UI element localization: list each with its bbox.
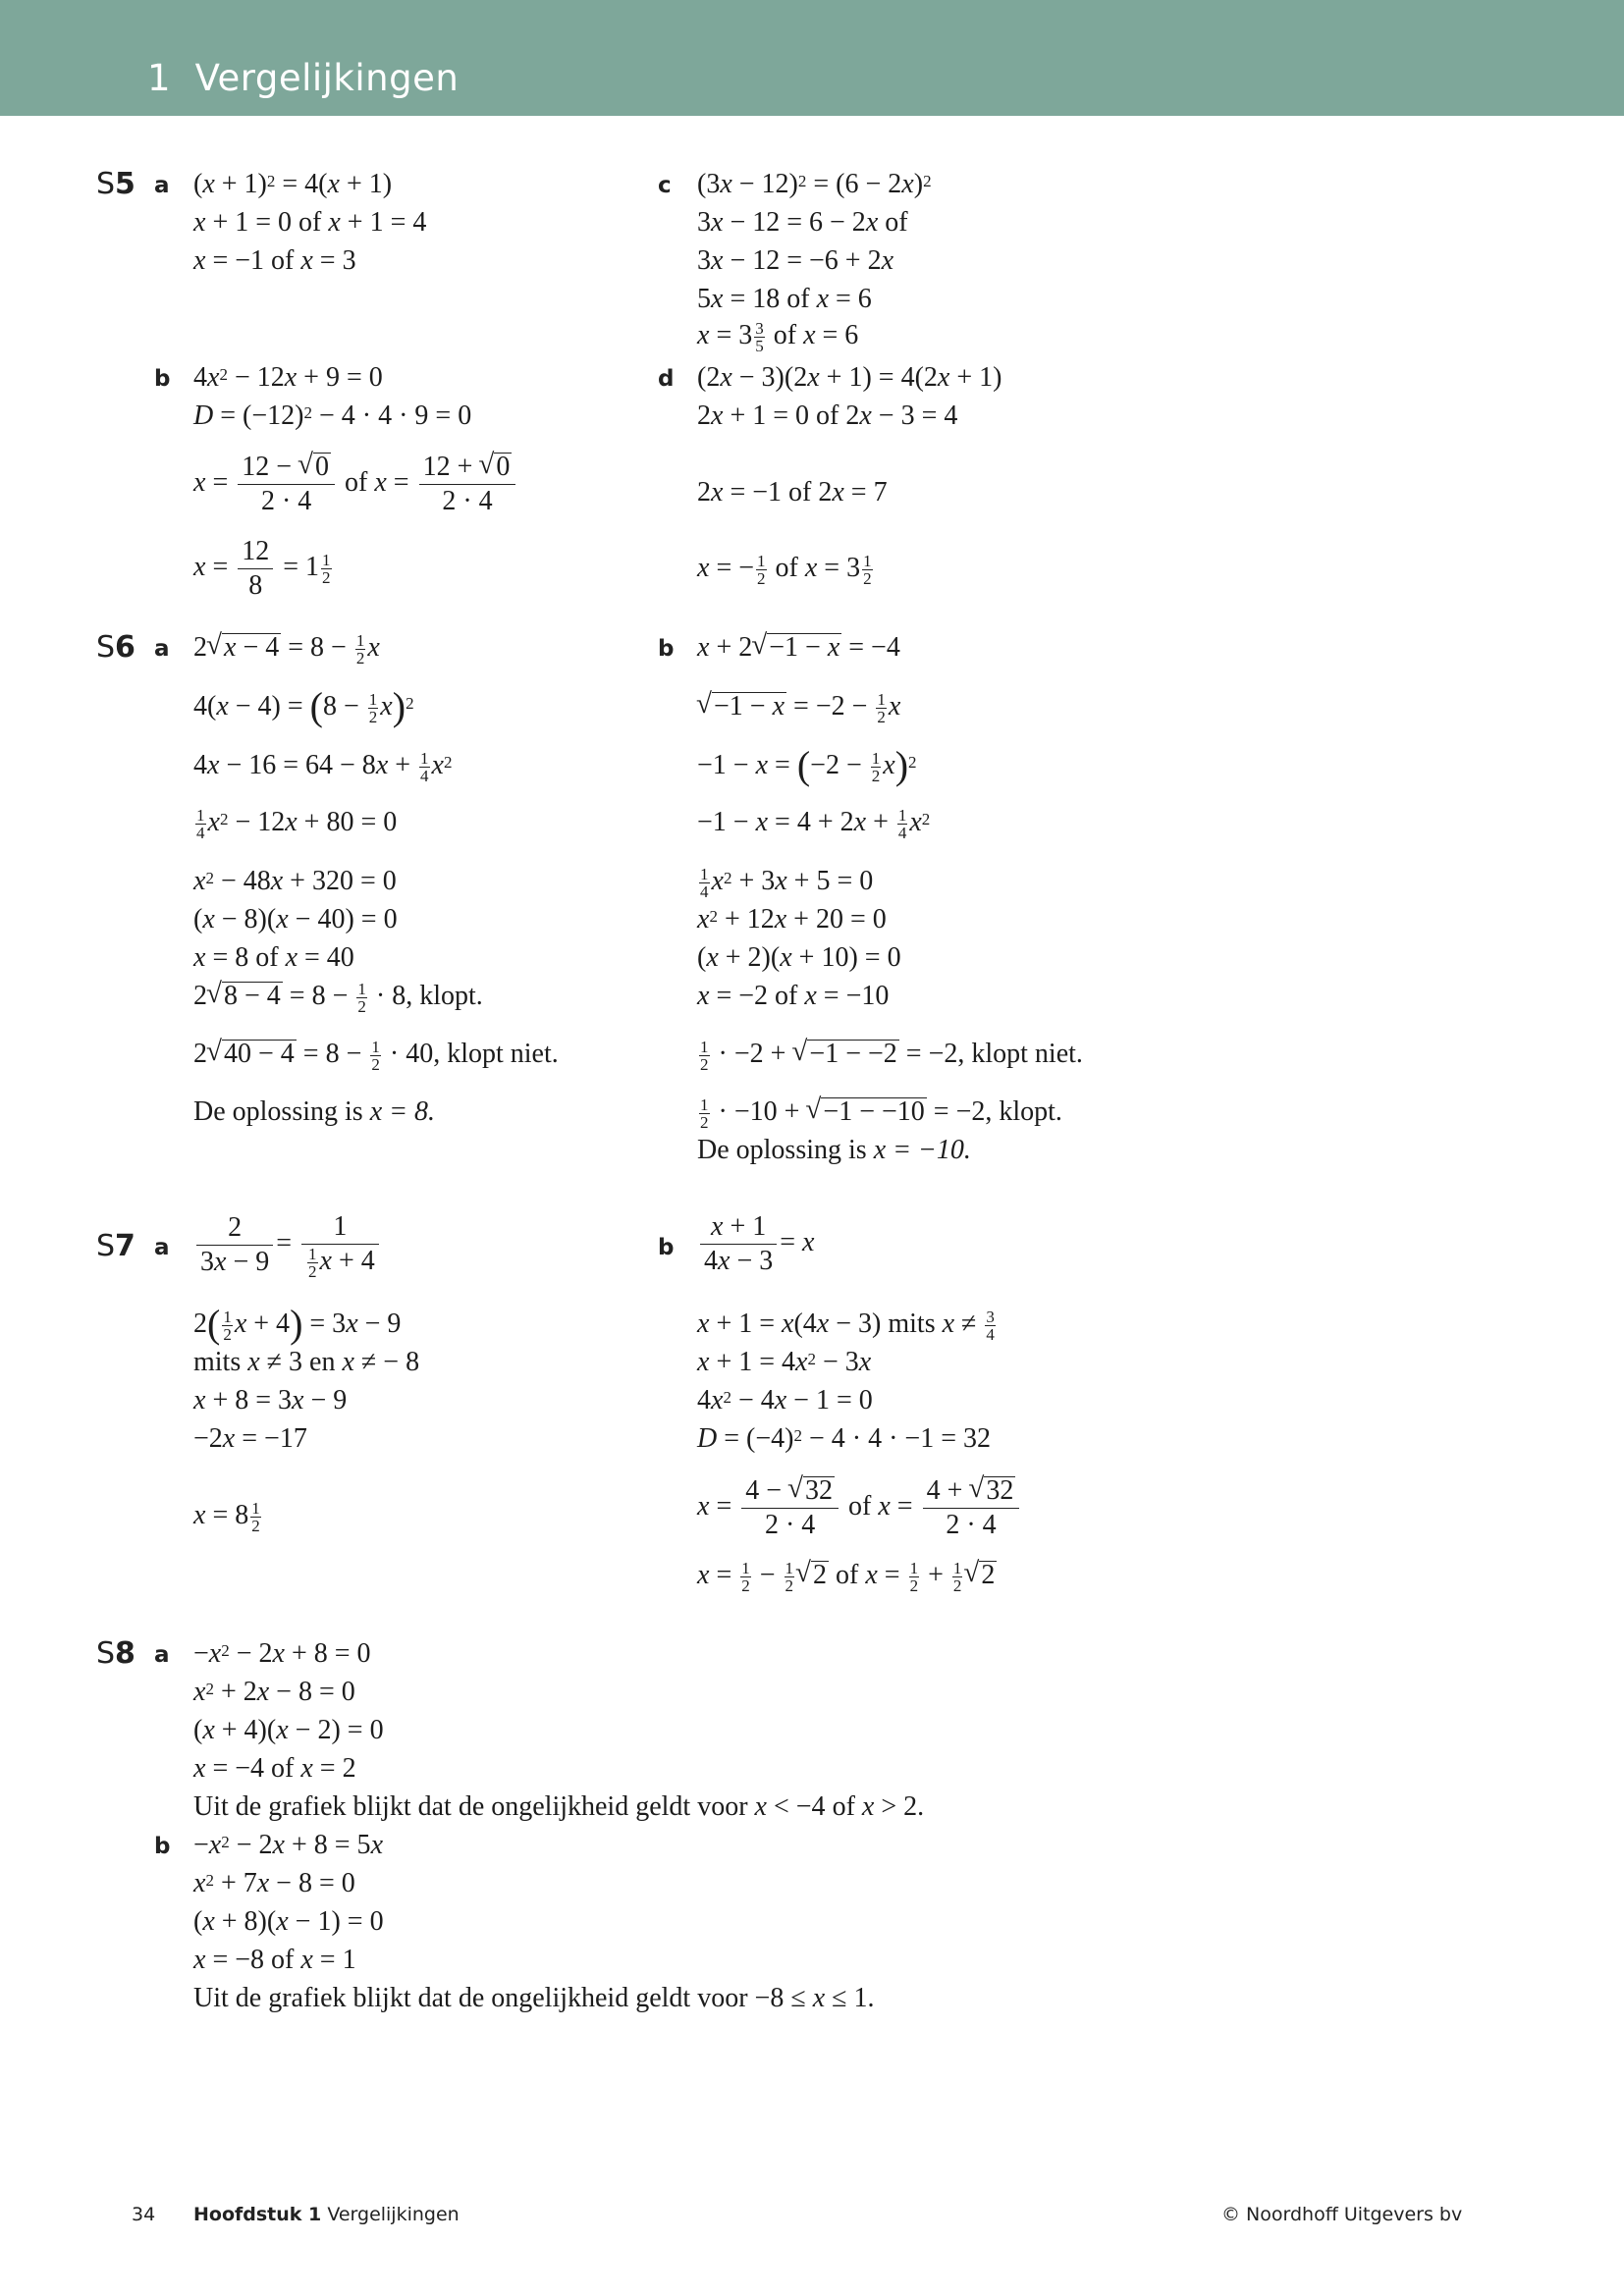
s8b-line-3: (x + 8)(x − 1) = 0 xyxy=(193,1906,384,1937)
exercise-label-s5: S5 xyxy=(96,167,135,201)
s5d-line-2: 2x + 1 = 0 of 2x − 3 = 4 xyxy=(697,400,958,431)
s7a-line-3: mits x ≠ 3 en x ≠ − 8 xyxy=(193,1347,420,1377)
s6a-line-4: $\frac{1}{4}$ $x^2 - 12x + 80 = 0$ xyxy=(196,806,398,843)
s5b-line-3: x = $\frac{12 - √ 0}{2 \cdot 4}$ of x = $\frac{12 + √ 0}{2 \cdot 4}$ xyxy=(193,451,518,518)
s7b-line-4: $4x^2 - 4x - 1 = 0$ xyxy=(697,1385,873,1415)
footer-chapter xyxy=(193,2204,460,2225)
s6a-line-7: x = 8 of x = 40 xyxy=(193,942,354,973)
s5c-line-1: $(3x - 12)^2 = (6 - 2x)^2$ xyxy=(697,169,932,199)
copyright: © Noordhoff Uitgevers bv xyxy=(1221,2204,1463,2225)
s6b-line-4: −1 − x = 4 + 2x + $\frac{1}{4}$ $x^2$ xyxy=(697,806,931,843)
s8b-line-4: x = −8 of x = 1 xyxy=(193,1945,356,1975)
part-label-s6b: b xyxy=(658,636,675,662)
part-label-s8a: a xyxy=(154,1642,170,1668)
s6b-line-2: √ −1 − x = −2 − $\frac{1}{2}$ x xyxy=(697,691,900,725)
part-label-s5d: d xyxy=(658,366,675,392)
part-label-s8b: b xyxy=(154,1834,171,1859)
s5a-line-3: x = −1 of x = 3 xyxy=(193,245,356,276)
s5c-line-3: 3x − 12 = −6 + 2x xyxy=(697,245,894,276)
s8a-line-1: $-x^2 - 2x + 8 = 0$ xyxy=(193,1638,371,1669)
s6a-line-3: 4x − 16 = 64 − 8x + $\frac{1}{4}$ $x^2$ xyxy=(193,749,453,786)
s6b-line-1: x + 2√ −1 − x = −4 xyxy=(697,632,900,664)
s7a-line-5: −2x = −17 xyxy=(193,1423,307,1454)
exercise-label-s7: S7 xyxy=(96,1229,135,1263)
s6a-line-6: (x − 8)(x − 40) = 0 xyxy=(193,904,398,934)
s7b-line-6: x = $\frac{4 - √ 32}{2 \cdot 4}$ of x = $\frac{4 + √ 32}{2 \cdot 4}$ xyxy=(697,1474,1022,1542)
part-label-s5c: c xyxy=(658,173,672,198)
s5b-line-2: $D = (-12)^2 - 4 \cdot 4 \cdot 9 = 0$ xyxy=(193,400,472,431)
s6b-conclusion: De oplossing is x = −10. xyxy=(697,1135,971,1165)
s6a-line-1: 2√ x − 4 = 8 − $\frac{1}{2}$ x xyxy=(193,632,380,667)
s7b-line-7: x = $\frac{1}{2}$ − $\frac{1}{2}$ √ 2 of x = $\frac{1}{2}$ + $\frac{1}{2}$ √ 2 xyxy=(697,1560,997,1594)
s6b-line-7: (x + 2)(x + 10) = 0 xyxy=(697,942,901,973)
s5c-line-4: 5x = 18 of x = 6 xyxy=(697,284,872,314)
s6a-conclusion: De oplossing is x = 8. xyxy=(193,1096,436,1127)
part-label-s5b: b xyxy=(154,366,171,392)
s5a-line-1: $(x + 1)^2 = 4(x + 1)$ xyxy=(193,169,393,199)
s5c-line-5: x = 3 $\frac{3}{5}$ of x = 6 xyxy=(697,319,859,356)
s6b-line-5: $\frac{1}{4}$ $x^2 + 3x + 5 = 0$ xyxy=(700,865,874,902)
s8b-line-2: $x^2 + 7x - 8 = 0$ xyxy=(193,1868,355,1898)
s7a-line-6: x = 8 $\frac{1}{2}$ xyxy=(193,1499,260,1536)
s7b-line-3: $x + 1 = 4x^2 - 3x$ xyxy=(697,1347,872,1377)
s6b-line-6: $x^2 + 12x + 20 = 0$ xyxy=(697,904,887,934)
s8a-line-4: x = −4 of x = 2 xyxy=(193,1753,356,1784)
s7a-line-4: x + 8 = 3x − 9 xyxy=(193,1385,348,1415)
s5d-line-1: (2x − 3)(2x + 1) = 4(2x + 1) xyxy=(697,362,1002,393)
part-label-s6a: a xyxy=(154,636,170,662)
s8a-line-3: (x + 4)(x − 2) = 0 xyxy=(193,1715,384,1745)
s6a-line-2: 4(x − 4) = (8 − $\frac{1}{2}$ x)$^2$ xyxy=(193,684,414,728)
s6a-line-5: $x^2 - 48x + 320 = 0$ xyxy=(193,866,397,896)
chapter-title-text: Vergelijkingen xyxy=(194,57,460,99)
s7b-line-1: $\frac{x + 1}{4x - 3}$ = x xyxy=(697,1210,814,1278)
s5c-line-2: 3x − 12 = 6 − 2x of xyxy=(697,207,908,238)
exercise-label-s6: S6 xyxy=(96,630,135,665)
footer-chapter-label: Hoofdstuk 1 xyxy=(193,2204,322,2225)
s5a-line-2: x + 1 = 0 of x + 1 = 4 xyxy=(193,207,427,238)
page-number: 34 xyxy=(132,2204,156,2225)
s5d-line-3: 2x = −1 of 2x = 7 xyxy=(697,477,888,507)
s7a-line-2: 2( $\frac{1}{2}$ x + 4) = 3x − 9 xyxy=(193,1302,402,1346)
s6b-line-8: x = −2 of x = −10 xyxy=(697,981,890,1011)
s7b-line-2: x + 1 = x(4x − 3) mits x ≠ $\frac{3}{4}$ xyxy=(697,1308,995,1345)
s8b-conclusion: Uit de grafiek blijkt dat de ongelijkheid geldt voor −8 ≤ x ≤ 1. xyxy=(193,1983,875,2013)
s8b-line-1: $-x^2 - 2x + 8 = 5x$ xyxy=(193,1830,383,1860)
s6b-line-10: $\frac{1}{2}$ · −10 + √ −1 − −10 = −2, klopt. xyxy=(697,1096,1062,1131)
s6b-line-3: −1 − x = (−2 − $\frac{1}{2}$ x)$^2$ xyxy=(697,743,917,787)
s7a-line-1: $\frac{2}{3x - 9}$ = 1 $\frac{1}{2}$ x + 4 xyxy=(193,1210,382,1280)
part-label-s7a: a xyxy=(154,1235,170,1260)
chapter-title xyxy=(147,57,459,99)
s8a-conclusion: Uit de grafiek blijkt dat de ongelijkheid geldt voor x < −4 of x > 2. xyxy=(193,1791,925,1822)
chapter-header-bar xyxy=(0,0,1624,116)
s5d-line-4: x = − $\frac{1}{2}$ of x = 3 $\frac{1}{2}$ xyxy=(697,552,872,589)
part-label-s7b: b xyxy=(658,1235,675,1260)
footer-chapter-name: Vergelijkingen xyxy=(327,2204,460,2225)
part-label-s5a: a xyxy=(154,173,170,198)
s5b-line-1: $4x^2 - 12x + 9 = 0$ xyxy=(193,362,383,393)
s6a-line-8: 2√ 8 − 4 = 8 − $\frac{1}{2}$ · 8, klopt. xyxy=(193,981,483,1015)
s6a-line-9: 2√ 40 − 4 = 8 − $\frac{1}{2}$ · 40, klopt niet. xyxy=(193,1039,559,1073)
s7b-line-5: $D = (-4)^2 - 4 \cdot 4 \cdot -1 = 32$ xyxy=(697,1423,991,1454)
exercise-label-s8: S8 xyxy=(96,1636,135,1671)
s6b-line-9: $\frac{1}{2}$ · −2 + √ −1 − −2 = −2, klopt niet. xyxy=(697,1039,1083,1073)
s5b-line-4: x = $\frac{12}{8}$ = 1 $\frac{1}{2}$ xyxy=(193,536,331,601)
chapter-number: 1 xyxy=(147,57,172,99)
s8a-line-2: $x^2 + 2x - 8 = 0$ xyxy=(193,1677,355,1707)
